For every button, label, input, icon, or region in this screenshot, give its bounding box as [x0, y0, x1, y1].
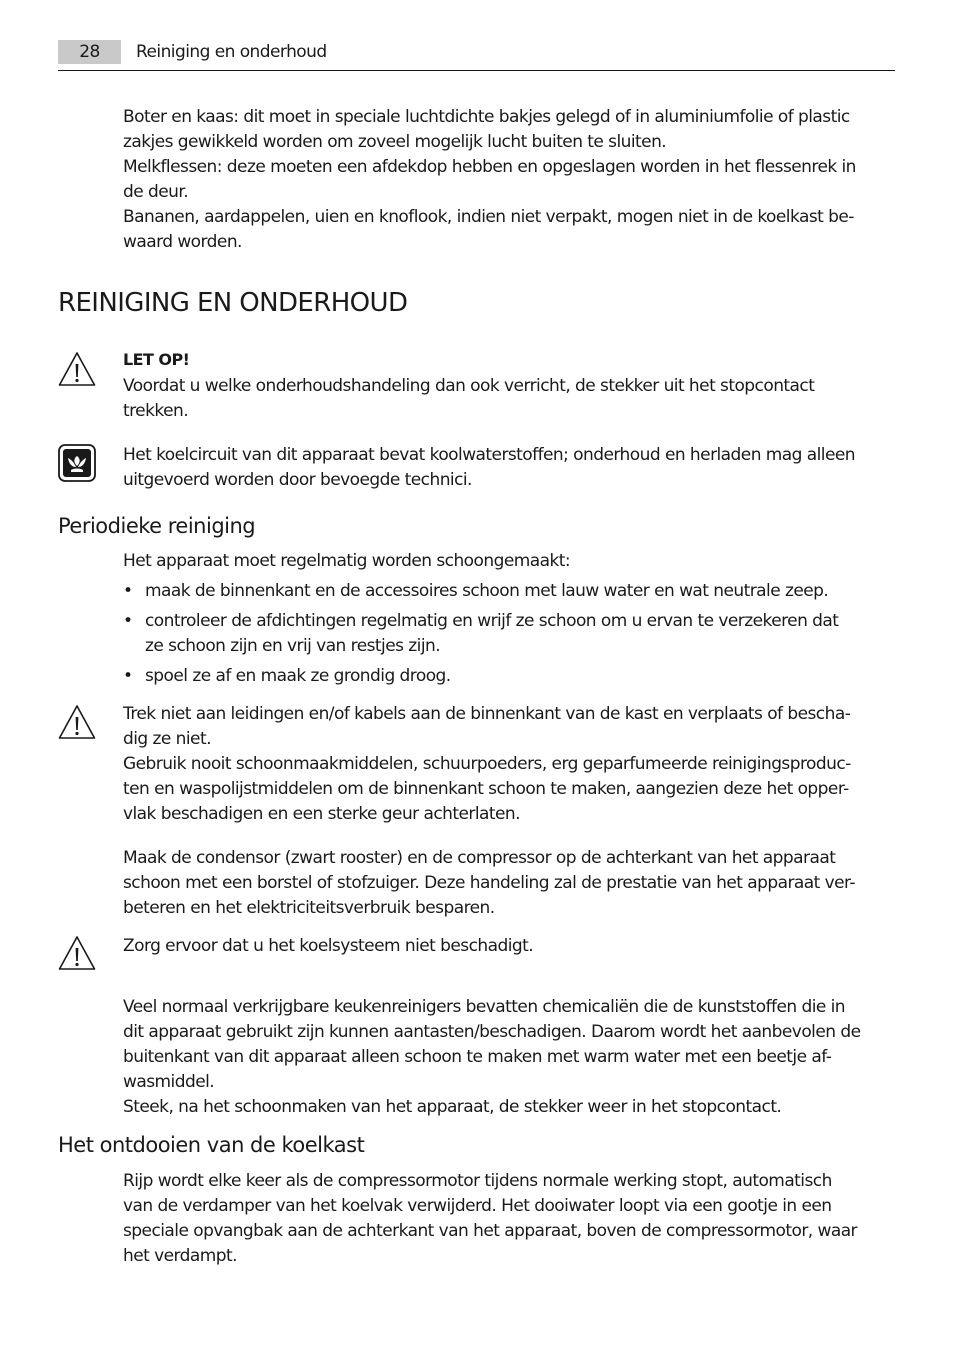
- paragraph-line: Maak de condensor (zwart rooster) en de compressor op de achterkant van het apparaat: [123, 848, 836, 868]
- paragraph-line: Rijp wordt elke keer als de compressormotor tijdens normale werking stopt, automatisch: [123, 1171, 832, 1191]
- bullet-marker: •: [123, 581, 133, 601]
- warning-line: Voordat u welke onderhoudshandeling dan ook verricht, de stekker uit het stopcontact: [123, 376, 815, 396]
- paragraph-line: dit apparaat gebruikt zijn kunnen aantasten/beschadigen. Daarom wordt het aanbevolen de: [123, 1022, 861, 1042]
- intro-line: Bananen, aardappelen, uien en knoflook, indien niet verpakt, mogen niet in de koelkast be-: [123, 207, 854, 227]
- paragraph-line: schoon met een borstel of stofzuiger. Deze handeling zal de prestatie van het apparaat ver-: [123, 873, 855, 893]
- warning-line: vlak beschadigen en een sterke geur achterlaten.: [123, 804, 520, 824]
- bullet-item: ze schoon zijn en vrij van restjes zijn.: [145, 636, 441, 656]
- warning-line: ten en waspolijstmiddelen om de binnenkant schoon te maken, aangezien deze het opper-: [123, 779, 849, 799]
- paragraph-line: Het apparaat moet regelmatig worden schoongemaakt:: [123, 551, 571, 571]
- paragraph-line: beteren en het elektriciteitsverbruik besparen.: [123, 898, 495, 918]
- intro-line: Boter en kaas: dit moet in speciale luchtdichte bakjes gelegd of in aluminiumfolie of plastic: [123, 107, 850, 127]
- warning-triangle-icon: [57, 934, 97, 974]
- paragraph-line: het verdampt.: [123, 1246, 237, 1266]
- subsection-title: Het ontdooien van de koelkast: [58, 1133, 365, 1157]
- subsection-title: Periodieke reiniging: [58, 514, 256, 538]
- warning-heading: LET OP!: [123, 350, 190, 369]
- paragraph-line: speciale opvangbak aan de achterkant van het apparaat, boven de compressormotor, waar: [123, 1221, 857, 1241]
- paragraph-line: van de verdamper van het koelvak verwijderd. Het dooiwater loopt via een gootje in een: [123, 1196, 832, 1216]
- bullet-item: controleer de afdichtingen regelmatig en wrijf ze schoon om u ervan te verzekeren dat: [145, 611, 839, 631]
- note-line: uitgevoerd worden door bevoegde technici.: [123, 470, 472, 490]
- section-title: REINIGING EN ONDERHOUD: [58, 288, 408, 318]
- note-line: Het koelcircuit van dit apparaat bevat koolwaterstoffen; onderhoud en herladen mag alleen: [123, 445, 856, 465]
- bullet-marker: •: [123, 611, 133, 631]
- intro-line: Melkflessen: deze moeten een afdekdop hebben en opgeslagen worden in het flessenrek in: [123, 157, 856, 177]
- warning-line: trekken.: [123, 401, 189, 421]
- running-title: Reiniging en onderhoud: [136, 42, 327, 62]
- environment-icon: [57, 443, 97, 483]
- warning-triangle-icon: [57, 703, 97, 743]
- paragraph-line: Steek, na het schoonmaken van het apparaat, de stekker weer in het stopcontact.: [123, 1097, 782, 1117]
- paragraph-line: buitenkant van dit apparaat alleen schoon te maken met warm water met een beetje af-: [123, 1047, 832, 1067]
- warning-line: Trek niet aan leidingen en/of kabels aan de binnenkant van de kast en verplaats of bescha-: [123, 704, 851, 724]
- bullet-marker: •: [123, 666, 133, 686]
- bullet-item: spoel ze af en maak ze grondig droog.: [145, 666, 451, 686]
- paragraph-line: Veel normaal verkrijgbare keukenreinigers bevatten chemicaliën die de kunststoffen die in: [123, 997, 846, 1017]
- bullet-item: maak de binnenkant en de accessoires schoon met lauw water en wat neutrale zeep.: [145, 581, 829, 601]
- header-rule: [58, 70, 895, 71]
- warning-triangle-icon: [57, 350, 97, 390]
- warning-line: Gebruik nooit schoonmaakmiddelen, schuurpoeders, erg geparfumeerde reinigingsproduc-: [123, 754, 851, 774]
- page-number: 28: [58, 40, 121, 64]
- warning-line: dig ze niet.: [123, 729, 211, 749]
- paragraph-line: wasmiddel.: [123, 1072, 215, 1092]
- warning-line: Zorg ervoor dat u het koelsysteem niet beschadigt.: [123, 936, 534, 956]
- intro-line: waard worden.: [123, 232, 242, 252]
- intro-line: zakjes gewikkeld worden om zoveel mogelijk lucht buiten te sluiten.: [123, 132, 667, 152]
- intro-line: de deur.: [123, 182, 189, 202]
